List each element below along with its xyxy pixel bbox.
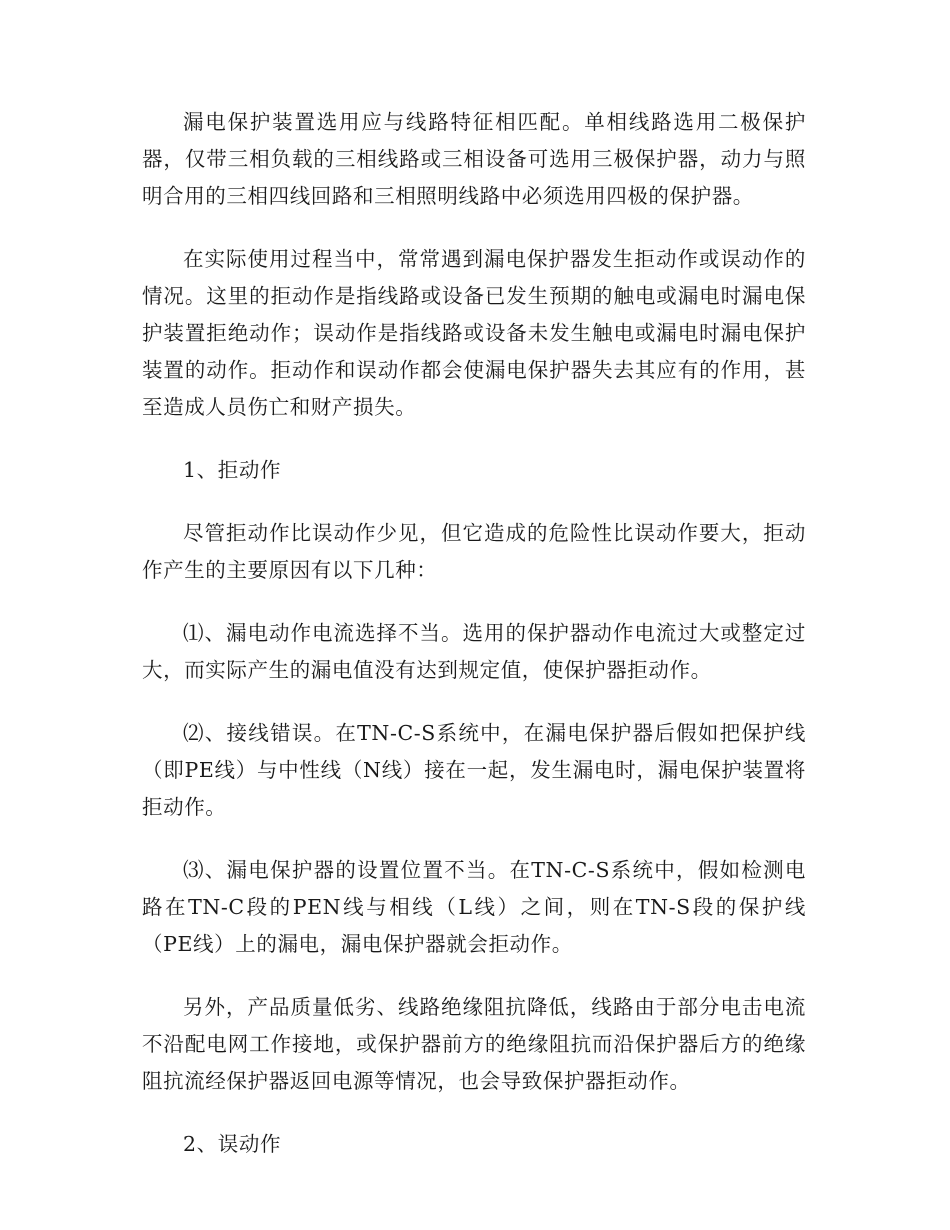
list-item-refusal-cause-1: ⑴、漏电动作电流选择不当。选用的保护器动作电流过大或整定过大，而实际产生的漏电值没有达到规定值，使保护器拒动作。 [142, 621, 806, 682]
paragraph-protector-selection: 漏电保护装置选用应与线路特征相匹配。单相线路选用二极保护器，仅带三相负载的三相线路或三相设备可选用三极保护器，动力与照明合用的三相四线回路和三相照明线路中必须选用四极的保护器。 [142, 110, 806, 208]
paragraph-refusal-other-causes: 另外，产品质量低劣、线路绝缘阻抗降低，线路由于部分电击电流不沿配电网工作接地，或保护器前方的绝缘阻抗而沿保护器后方的绝缘阻抗流经保护器返回电源等情况，也会导致保护器拒动作。 [142, 995, 806, 1093]
paragraph-refusal-intro: 尽管拒动作比误动作少见，但它造成的危险性比误动作要大，拒动作产生的主要原因有以下几种： [142, 521, 806, 582]
document-page [142, 104, 806, 1189]
list-item-refusal-cause-3: ⑶、漏电保护器的设置位置不当。在TN-C-S系统中，假如检测电路在TN-C段的PEN线与相线（L线）之间，则在TN-S段的保护线（PE线）上的漏电，漏电保护器就会拒动作。 [142, 858, 806, 956]
paragraph-malfunction-overview: 在实际使用过程当中，常常遇到漏电保护器发生拒动作或误动作的情况。这里的拒动作是指线路或设备已发生预期的触电或漏电时漏电保护装置拒绝动作；误动作是指线路或设备未发生触电或漏电时漏电保护装置的动作。拒动作和误动作都会使漏电保护器失去其应有的作用，甚至造成人员伤亡和财产损失。 [142, 247, 806, 419]
section-heading-refusal: 1、拒动作 [183, 458, 282, 482]
section-heading-false-operation: 2、误动作 [183, 1132, 282, 1156]
list-item-refusal-cause-2: ⑵、接线错误。在TN-C-S系统中，在漏电保护器后假如把保护线（即PE线）与中性线（N线）接在一起，发生漏电时，漏电保护装置将拒动作。 [142, 721, 806, 819]
